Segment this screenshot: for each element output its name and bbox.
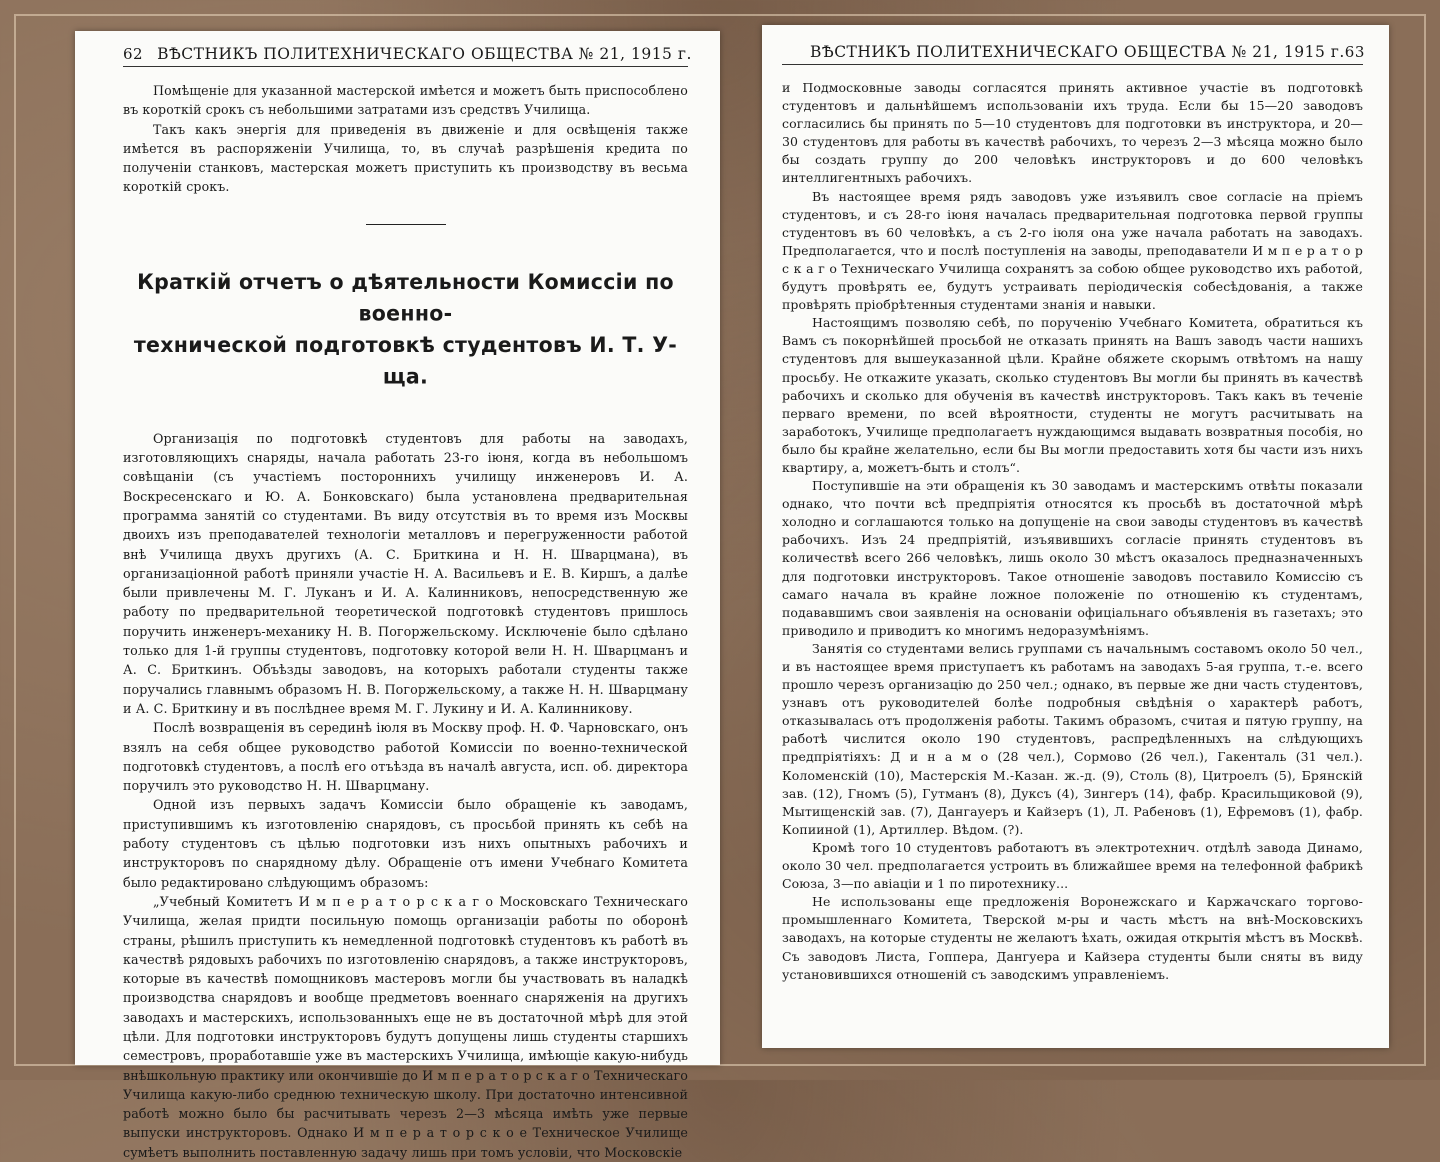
section-divider [366, 224, 446, 225]
article-body [782, 79, 1363, 984]
body-paragraph: Настоящимъ позволяю себѣ, по порученію Учебнаго Комитета, обратиться къ Вамъ съ покорнѣйшей просьбой не отказать принять на Вашъ заводъ части нашихъ студентовъ для вышеуказанной цѣли. Крайне обяжете скорымъ отвѣтомъ на нашу просьбу. Не откажите указать, сколько студентовъ Вы могли бы принять въ качествѣ рабочихъ и сколько для обученія въ качествѣ инструкторовъ. Такъ какъ въ теченіе перваго времени, по всей вѣроятности, студенты не могутъ расчитывать на заработокъ, Училище предполагаетъ нуждающимся выдавать возвратныя пособія, но было бы крайне желательно, если бы Вы могли предоставить хотя бы части изъ нихъ квартиру, а, можетъ-быть и столъ“. [782, 315, 1363, 475]
body-paragraph: Кромѣ того 10 студентовъ работаютъ въ электротехнич. отдѣлѣ завода Динамо, около 30 чел. предполагается устроить въ ближайшее время на телефонной фабрикѣ Союза, 3—по авіаціи и 1 по пиротехнику... [782, 839, 1363, 892]
left-page [75, 31, 720, 1160]
body-paragraph: Послѣ возвращенія въ серединѣ іюля въ Москву проф. Н. Ф. Чарновскаго, онъ взялъ на себя общее руководство работой Комиссіи по военно-технической подготовкѣ студентовъ, а послѣ его отъѣзда въ началѣ августа, исп. об. директора поручилъ это руководство Н. Н. Шварцману. [123, 720, 688, 794]
journal-title: ВѢСТНИКЪ ПОЛИТЕХНИЧЕСКАГО ОБЩЕСТВА № 21, 1915 г. [157, 45, 692, 63]
journal-title: ВѢСТНИКЪ ПОЛИТЕХНИЧЕСКАГО ОБЩЕСТВА № 21, 1915 г. [810, 43, 1345, 61]
article-heading-line: Краткій отчетъ о дѣятельности Комиссіи по военно- [137, 268, 674, 326]
body-paragraph: Въ настоящее время рядъ заводовъ уже изъявилъ свое согласіе на пріемъ студентовъ, и съ 28-го іюня началась предварительная подготовка первой группы студентовъ въ 60 человѣкъ, а съ 2-го іюля она уже начала работать на заводахъ. Предполагается, что и послѣ поступленія на заводы, преподаватели И м п е р а т о р с к а г о Техническаго Училища сохранятъ за собою общее руководство ихъ работой, будутъ провѣрять ее, будутъ устраивать періодическія собесѣдованія, а также провѣрять пріобрѣтенныя студентами знанія и навыки. [782, 188, 1363, 313]
body-paragraph: Одной изъ первыхъ задачъ Комиссіи было обращеніе къ заводамъ, приступившимъ къ изготовленію снарядовъ, съ просьбой принять къ себѣ на работу студентовъ съ цѣлью подготовки изъ нихъ опытныхъ рабочихъ и инструкторовъ по снарядному дѣлу. Обращеніе отъ имени Учебнаго Комитета было редактировано слѣдующимъ образомъ: [123, 797, 688, 890]
page-number: 63 [1344, 43, 1365, 61]
body-paragraph: Поступившіе на эти обращенія къ 30 заводамъ и мастерскимъ отвѣты показали однако, что почти всѣ предпріятія относятся къ просьбѣ въ достаточной мѣрѣ холодно и соглашаются только на допущеніе на свои заводы студентовъ въ качествѣ рабочихъ. Изъ 24 предпріятій, изъявившихъ согласіе принять студентовъ въ количествѣ всего 266 человѣкъ, лишь около 30 мѣстъ оказалось предназначенныхъ для подготовки инструкторовъ. Такое отношеніе заводовъ поставило Комиссію съ самаго начала въ крайне ложное положеніе по отношенію къ студентамъ, подававшимъ свои заявленія на основаніи офиціальнаго объявленія въ газетахъ; это приводило и приводитъ ко многимъ недоразумѣніямъ. [782, 478, 1363, 638]
body-paragraph: Организація по подготовкѣ студентовъ для работы на заводахъ, изготовляющихъ снаряды, начала работать 23-го іюня, когда въ небольшомъ совѣщаніи (съ участіемъ постороннихъ училищу инженеровъ И. А. Воскресенскаго и Ю. А. Бонковскаго) была установлена предварительная программа занятій со студентами. Въ виду отсутствія въ то время изъ Москвы двоихъ изъ преподавателей технологіи металловъ и перегруженности работой внѣ Училища двухъ другихъ (А. С. Бриткина и Н. Н. Шварцмана), въ организаціонной работѣ приняли участіе Н. А. Васильевъ и Е. В. Киршъ, а далѣе были привлечены М. Г. Луканъ и И. А. Калинниковъ, непосредственную же работу по предварительной теоретической подготовкѣ студентовъ пришлось поручить инженеръ-механику Н. В. Погоржельскому. Исключеніе было сдѣлано только для 1-й группы студентовъ, подготовку которой вели Н. Н. Шварцманъ и А. С. Бриткинъ. Объѣзды заводовъ, на которыхъ работали студенты также поручались главнымъ образомъ Н. В. Погоржельскому, а также Н. Н. Шварцману и А. С. Бриткину и въ послѣднее время М. Г. Лукину и И. А. Калинникову. [123, 430, 688, 716]
article-heading-line: технической подготовкѣ студентовъ И. Т. У-ща. [133, 331, 678, 389]
body-paragraph: и Подмосковные заводы согласятся принять активное участіе въ подготовкѣ студентовъ и дальнѣйшемъ использованіи ихъ труда. Если бы 15—20 заводовъ согласились бы принять по 5—10 студентовъ для подготовки въ инструктора, и 20—30 студентовъ для работы въ качествѣ рабочихъ, то черезъ 2—3 мѣсяца можно было бы создать группу до 200 человѣкъ инструкторовъ и до 600 человѣкъ интеллигентныхъ рабочихъ. [782, 80, 1363, 186]
intro-paragraph: Такъ какъ энергія для приведенія въ движеніе и для освѣщенія также имѣется въ распоряженіи Училища, то, въ случаѣ разрѣшенія кредита по полученіи станковъ, мастерская можетъ приступить къ производству въ весьма короткій срокъ. [123, 121, 688, 195]
page-header [123, 45, 692, 67]
page-number: 62 [123, 45, 144, 63]
body-paragraph: Не использованы еще предложенія Воронежскаго и Каржачскаго торгово-промышленнаго Комитета, Тверской м-ры и часть мѣстъ на внѣ-Московскихъ заводахъ, на которые студенты не желаютъ ѣхать, ожидая открытія мѣстъ въ Москвѣ. Съ заводовъ Листа, Гоппера, Дангуера и Кайзера студенты были сняты въ виду установившихся отношеній съ заводскимъ управленіемъ. [782, 894, 1363, 982]
body-paragraph: Занятія со студентами велись группами съ начальнымъ составомъ около 50 чел., и въ настоящее время приступаетъ къ работамъ на заводахъ 5-ая группа, т.-е. всего прошло черезъ организацію до 250 чел.; однако, въ первые же дни часть студентовъ, узнавъ отъ руководителей болѣе подробныя свѣдѣнія о характерѣ работъ, отказывалась отъ продолженія работы. Такимъ образомъ, считая и пятую группу, на работѣ числится около 190 студентовъ, распредѣленныхъ на слѣдующихъ предпріятіяхъ: Д и н а м о (28 чел.), Сормово (26 чел.), Гакенталь (31 чел.). Коломенскій (10), Мастерскія М.-Казан. ж.-д. (9), Столь (8), Цитроелъ (5), Брянскій зав. (12), Гномъ (5), Гутманъ (8), Дуксъ (4), Зингеръ (14), фабр. Красильщиковой (9), Мытищенскій зав. (7), Дангауеръ и Кайзеръ (1), Л. Рабеновъ (1), Ефремовъ (1), фабр. Копииной (1), Артиллер. Вѣдом. (?). [782, 640, 1363, 837]
article-body [123, 429, 688, 1162]
article-heading [123, 266, 688, 392]
right-page [762, 25, 1389, 1048]
body-paragraph: „Учебный Комитетъ И м п е р а т о р с к а г о Московскаго Техническаго Училища, желая придти посильную помощь организаціи работы по оборонѣ страны, рѣшилъ приступить къ немедленной подготовкѣ студентовъ къ работѣ въ качествѣ рядовыхъ рабочихъ по изготовленію снарядовъ, а также инструкторовъ, которые въ качествѣ помощниковъ мастеровъ могли бы участвовать въ наладкѣ производства снарядовъ и вообще предметовъ военнаго снаряженія на другихъ заводахъ и мастерскихъ, использованныхъ еще не въ достаточной мѣрѣ для этой цѣли. Для подготовки инструкторовъ будутъ допущены лишь студенты старшихъ семестровъ, проработавшіе уже въ мастерскихъ Училища, имѣющіе какую-нибудь внѣшкольную практику или окончившіе до И м п е р а т о р с к а г о Техническаго Училища какую-либо среднюю техническую школу. При достаточно интенсивной работѣ можно было бы расчитывать черезъ 2—3 мѣсяца имѣть уже первые выпуски инструкторовъ. Однако И м п е р а т о р с к о е Техническое Училище сумѣетъ выполнить поставленную задачу лишь при томъ условіи, что Московскіе [123, 893, 688, 1160]
page-header [782, 43, 1363, 65]
intro-paragraph: Помѣщеніе для указанной мастерской имѣется и можетъ быть приспособлено въ короткій срокъ съ небольшими затратами изъ средствъ Училища. [123, 83, 688, 118]
